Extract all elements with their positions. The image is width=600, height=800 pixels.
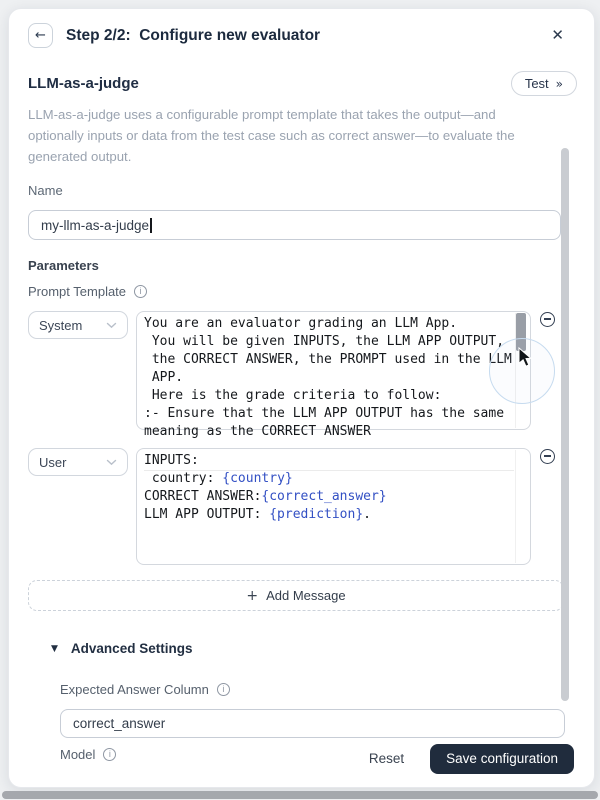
add-message-label: Add Message	[266, 588, 346, 603]
modal-scrollbar-thumb[interactable]	[561, 148, 569, 701]
message-row-system	[28, 311, 594, 439]
name-input[interactable]	[28, 210, 561, 240]
chevron-down-icon	[106, 459, 117, 466]
close-button[interactable]	[549, 26, 566, 45]
advanced-settings-toggle[interactable]	[51, 641, 594, 656]
name-label: Name	[28, 183, 63, 198]
editor-scrollbar-thumb[interactable]	[516, 313, 526, 351]
test-button[interactable]	[511, 71, 577, 96]
back-button[interactable]	[28, 23, 53, 48]
prompt-template-label: Prompt Template	[28, 284, 127, 299]
test-button-label: Test	[524, 76, 549, 91]
expected-answer-row	[60, 682, 594, 697]
add-message-button[interactable]	[28, 580, 564, 611]
horizontal-scrollbar[interactable]	[2, 791, 598, 799]
evaluator-description: LLM-as-a-judge uses a configurable prompt template that takes the output—and optionally inputs or data from the test case such as correct answer—to evaluate the generated output.	[28, 107, 515, 164]
prompt-text-system: You are an evaluator grading an LLM App. You will be given INPUTS, the LLM APP OUTPUT, the CORRECT ANSWER, the PROMPT used in the LLM APP. Here is the grade criteria to follow: :- Ensure that the LLM APP OUTPUT has the same meaning as the CORRECT ANSWER	[144, 316, 512, 439]
evaluator-title: LLM-as-a-judge	[28, 75, 139, 92]
dialog-body	[9, 71, 594, 762]
save-configuration-button[interactable]: Save configuration	[430, 744, 574, 774]
role-select-value: User	[39, 454, 67, 470]
plus-icon: +	[246, 587, 259, 604]
chevron-down-icon	[106, 322, 117, 329]
dialog-title: Step 2/2: Configure new evaluator	[66, 26, 321, 44]
expected-answer-input[interactable]	[60, 709, 565, 738]
info-icon[interactable]: i	[134, 285, 147, 298]
evaluator-header-row	[28, 71, 577, 96]
double-chevron-right-icon: »	[555, 76, 563, 91]
prompt-template-row	[28, 284, 594, 299]
info-icon[interactable]: i	[103, 748, 116, 761]
arrow-left-icon: ←	[35, 28, 46, 43]
prompt-text-user: INPUTS: country: {country} CORRECT ANSWER:{correct_answer} LLM APP OUTPUT: {prediction}.	[137, 449, 530, 564]
remove-message-button[interactable]	[540, 449, 555, 464]
prompt-editor-system[interactable]	[136, 311, 531, 439]
reset-button[interactable]: Reset	[368, 751, 405, 766]
remove-message-button[interactable]	[540, 312, 555, 327]
text-caret	[150, 218, 152, 233]
expected-answer-label: Expected Answer Column	[60, 682, 209, 697]
name-input-value: my-llm-as-a-judge	[41, 217, 150, 233]
info-icon[interactable]: i	[217, 683, 230, 696]
prompt-editor-user[interactable]	[136, 448, 531, 565]
caret-down-icon: ▼	[51, 643, 58, 654]
configure-evaluator-dialog	[8, 8, 595, 788]
dialog-header	[9, 9, 594, 48]
role-select-value: System	[39, 317, 83, 333]
role-select-user[interactable]	[28, 448, 128, 476]
parameters-label: Parameters	[28, 258, 99, 273]
close-icon: ✕	[551, 26, 564, 44]
advanced-settings-label: Advanced Settings	[70, 641, 193, 656]
message-row-user	[28, 448, 594, 565]
role-select-system[interactable]	[28, 311, 128, 339]
model-label: Model	[60, 747, 96, 762]
editor-scrollbar-track	[515, 450, 527, 563]
dialog-footer	[9, 737, 594, 787]
expected-answer-value: correct_answer	[73, 716, 166, 731]
